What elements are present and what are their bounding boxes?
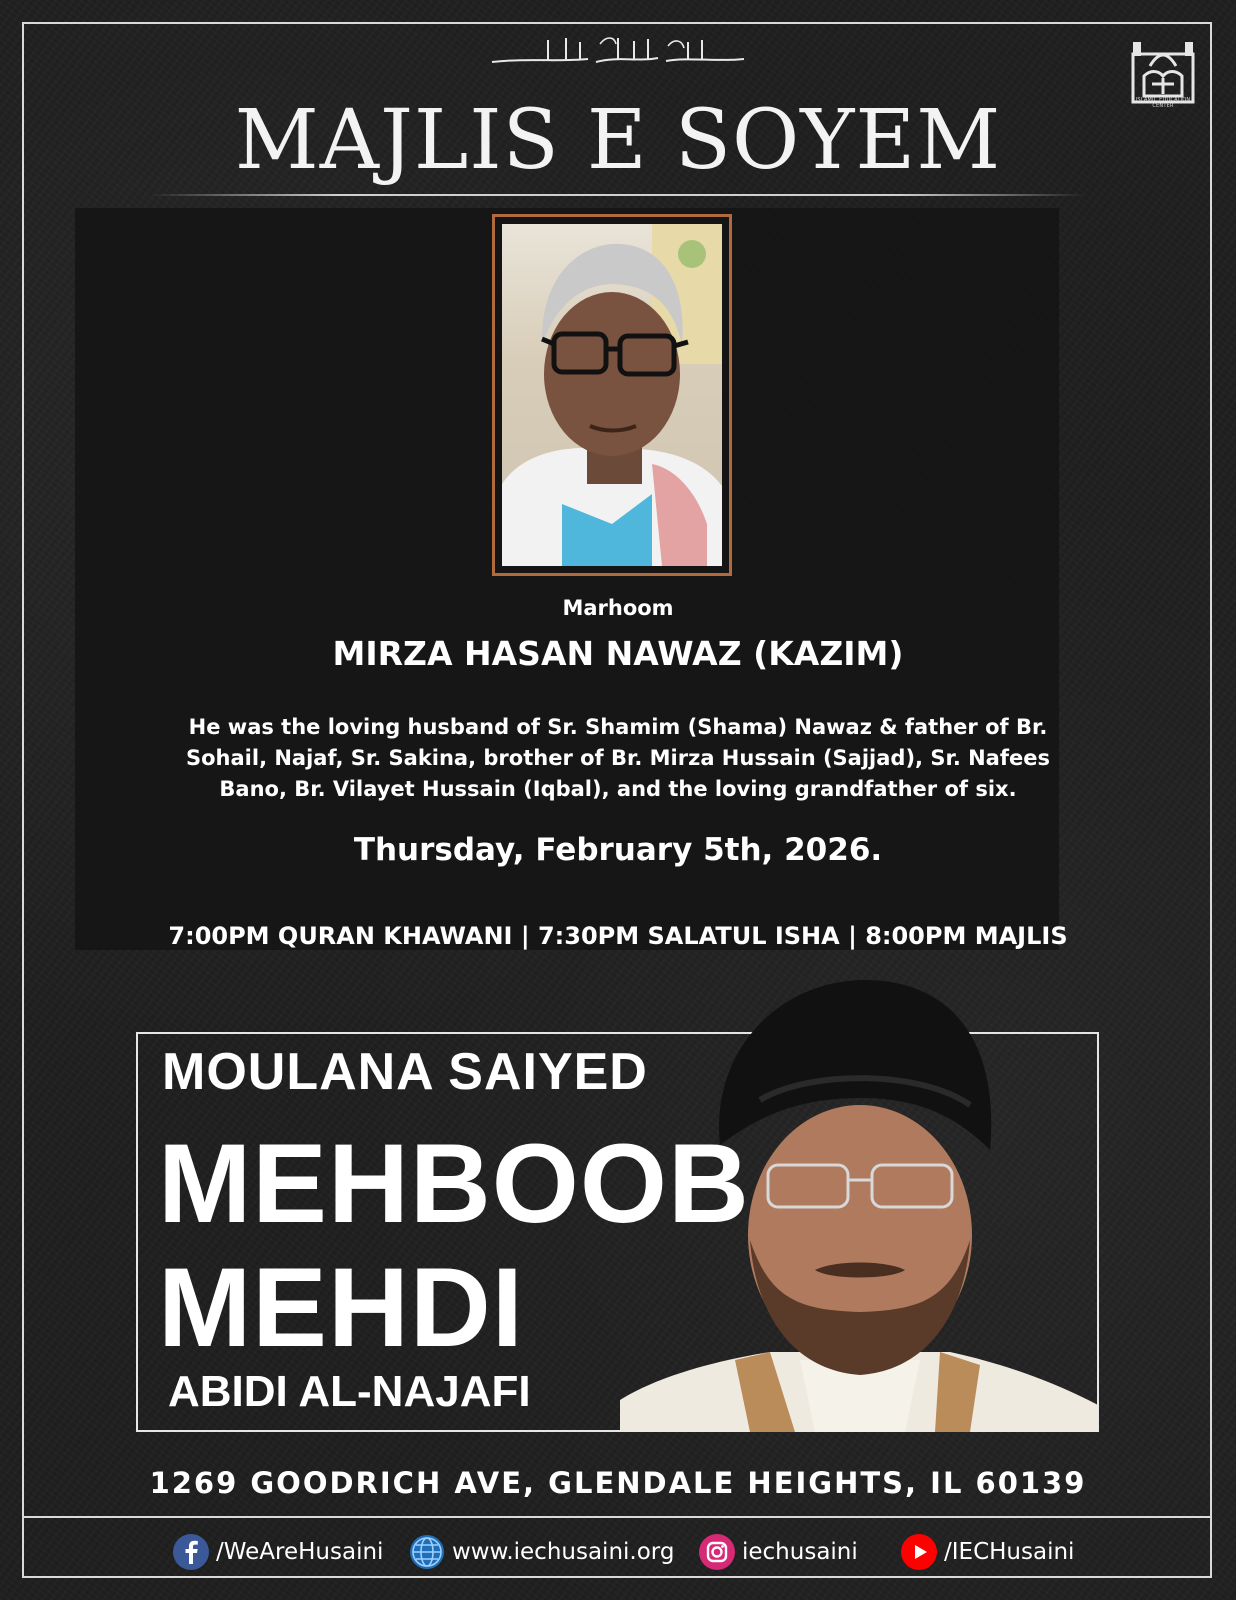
speaker-suffix: ABIDI AL-NAJAFI bbox=[168, 1367, 531, 1416]
logo-caption: ISLAMIC EDUCATION CENTER bbox=[1135, 97, 1191, 109]
deceased-name: MIRZA HASAN NAWAZ (KAZIM) bbox=[332, 634, 904, 673]
speaker-first-name: MEHBOOB bbox=[158, 1121, 750, 1246]
iec-logo bbox=[1130, 36, 1196, 106]
instagram-icon bbox=[698, 1533, 736, 1571]
deceased-portrait bbox=[492, 214, 732, 576]
title-divider bbox=[150, 194, 1086, 196]
venue-address: 1269 GOODRICH AVE, GLENDALE HEIGHTS, IL 60139 bbox=[149, 1466, 1087, 1500]
deceased-photo-illustration bbox=[502, 224, 722, 566]
facebook-icon bbox=[172, 1533, 210, 1571]
youtube-icon bbox=[900, 1533, 938, 1571]
bismillah-calligraphy bbox=[488, 32, 748, 72]
youtube-handle: /IECHusaini bbox=[944, 1539, 1075, 1565]
event-schedule: 7:00PM QURAN KHAWANI | 7:30PM SALATUL ISHA | 8:00PM MAJLIS bbox=[168, 922, 1068, 950]
youtube-link[interactable] bbox=[900, 1532, 1074, 1572]
deceased-bio: He was the loving husband of Sr. Shamim (Shama) Nawaz & father of Br. Sohail, Najaf, Sr. Sakina, brother of Br. Mirza Hussain (Sajjad), Sr. Nafees Bano, Br. Vilayet Hussain (Iqbal), and the loving grandfather of six. bbox=[186, 715, 1050, 801]
instagram-link[interactable] bbox=[698, 1532, 858, 1572]
facebook-handle: /WeAreHusaini bbox=[216, 1539, 384, 1565]
deceased-prefix: Marhoom bbox=[562, 596, 674, 620]
footer-divider bbox=[22, 1516, 1212, 1518]
website-url: www.iechusaini.org bbox=[452, 1539, 675, 1565]
speaker-title: MOULANA SAIYED bbox=[162, 1043, 648, 1101]
facebook-link[interactable] bbox=[172, 1532, 383, 1572]
website-link[interactable] bbox=[408, 1532, 674, 1572]
globe-icon bbox=[408, 1533, 446, 1571]
instagram-handle: iechusaini bbox=[742, 1539, 858, 1565]
event-date: Thursday, February 5th, 2026. bbox=[353, 832, 883, 868]
speaker-last-name: MEHDI bbox=[158, 1245, 524, 1370]
page-title: MAJLIS E SOYEM bbox=[234, 93, 1002, 188]
